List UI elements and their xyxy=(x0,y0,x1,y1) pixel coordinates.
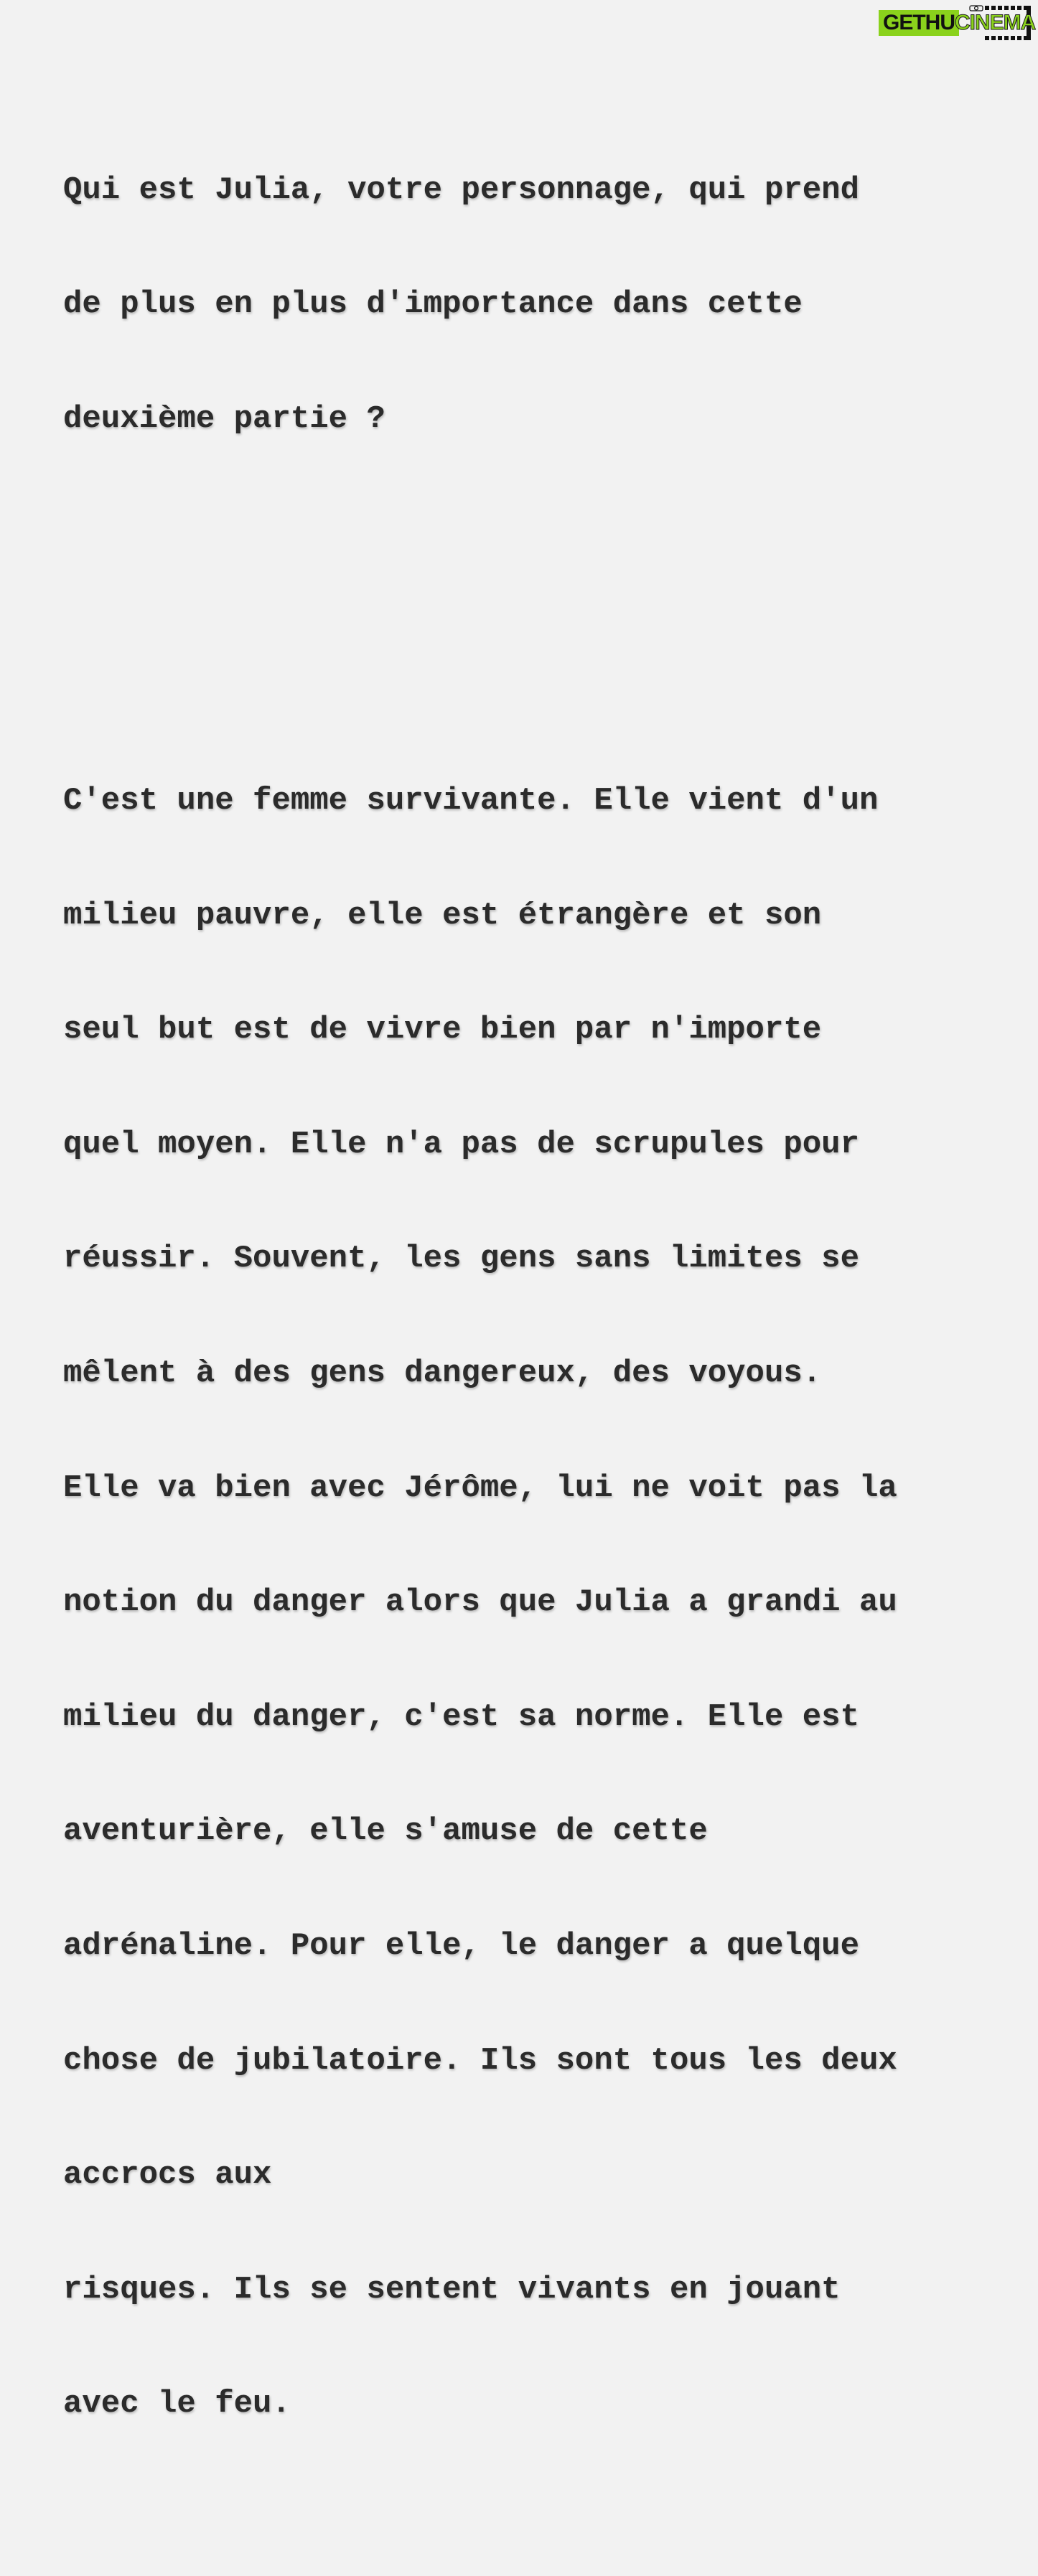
answer-line: chose de jubilatoire. Ils sont tous les deux xyxy=(63,2042,897,2079)
answer-line: quel moyen. Elle n'a pas de scrupules pour xyxy=(63,1126,859,1162)
answer-line: aventurière, elle s'amuse de cette xyxy=(63,1813,708,1850)
answer-line: Elle va bien avec Jérôme, lui ne voit pas la xyxy=(63,1470,897,1506)
answer-line: milieu pauvre, elle est étrangère et son xyxy=(63,897,822,934)
answer-line: C'est une femme survivante. Elle vient d'un xyxy=(63,783,879,819)
interview-text xyxy=(63,19,897,2576)
question-paragraph xyxy=(63,95,897,514)
answer-line: accrocs aux xyxy=(63,2157,272,2194)
answer-line: milieu du danger, c'est sa norme. Elle est xyxy=(63,1698,859,1735)
logo-text-gethu: GETHU xyxy=(879,10,959,36)
answer-line: réussir. Souvent, les gens sans limites se xyxy=(63,1241,859,1277)
logo-text-cinema: CINEMA xyxy=(955,11,1036,34)
answer-paragraph xyxy=(63,706,897,2500)
question-line: deuxième partie ? xyxy=(63,401,385,437)
answer-line: mêlent à des gens dangereux, des voyous. xyxy=(63,1355,822,1391)
gethu-cinema-logo xyxy=(877,4,1036,42)
answer-line: avec le feu. xyxy=(63,2386,291,2422)
answer-line: adrénaline. Pour elle, le danger a quelque xyxy=(63,1927,859,1964)
film-strip-bottom xyxy=(985,36,1031,40)
question-line: Qui est Julia, votre personnage, qui prend xyxy=(63,171,859,208)
answer-line: seul but est de vivre bien par n'importe xyxy=(63,1012,822,1048)
answer-line: notion du danger alors que Julia a grandi au xyxy=(63,1584,897,1621)
question-line: de plus en plus d'importance dans cette xyxy=(63,286,803,323)
paragraph-spacer xyxy=(63,591,897,629)
answer-line: risques. Ils se sentent vivants en jouant xyxy=(63,2271,841,2308)
